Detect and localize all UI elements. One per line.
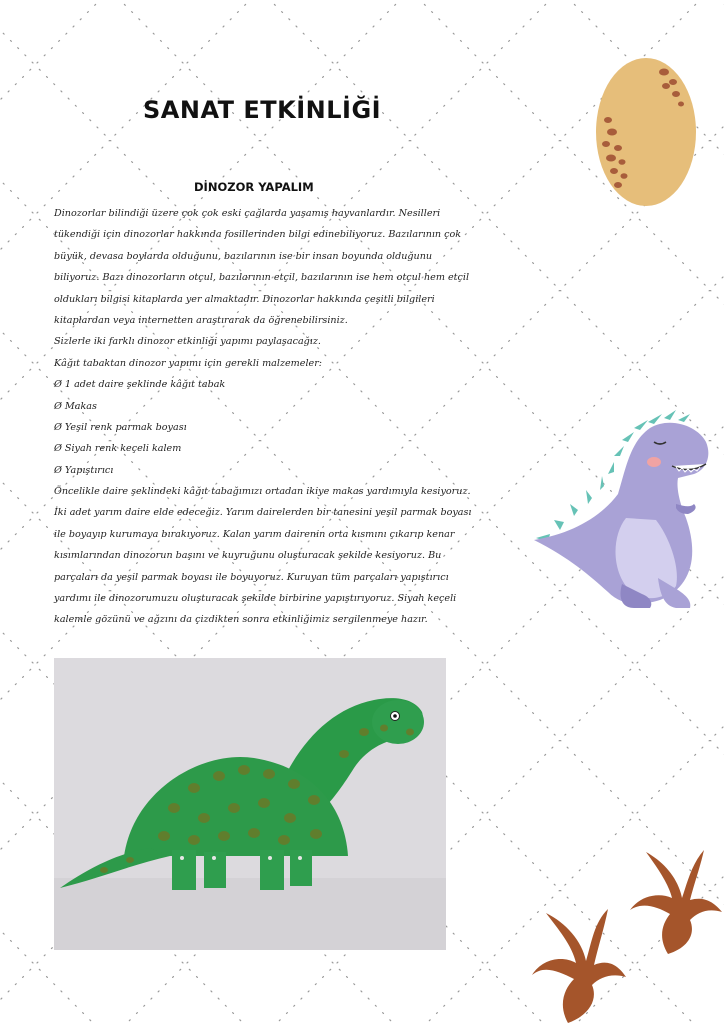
purple-dinosaur-icon (530, 408, 715, 613)
text-line: Kâğıt tabaktan dinozor yapımı için gerekli malzemeler: (54, 357, 323, 369)
text-line: ile boyayıp kurumaya bırakıyoruz. Kalan yarım dairenin orta kısmını çıkarıp kenar (54, 528, 455, 540)
article-body (54, 203, 484, 631)
material-item: Ø Yeşil renk parmak boyası (54, 421, 187, 433)
dinosaur-footprint-icon (628, 848, 724, 954)
material-item: Ø Siyah renk keçeli kalem (54, 443, 182, 455)
text-line: tükendiği için dinozorlar hakkında fosillerinden bilgi edinebiliyoruz. Bazılarının çok (54, 229, 462, 241)
text-line: Öncelikle daire şeklindeki kâğıt tabağımızı ortadan ikiye makas yardımıyla kesiyoruz. (54, 486, 471, 498)
text-line: Sizlerle iki farklı dinozor etkinliği yapımı paylaşacağız. (54, 336, 321, 348)
craft-photo (54, 658, 446, 950)
paper-plate-dinosaur-icon (54, 658, 446, 950)
text-line: kısımlarından dinozorun başını ve kuyruğunu oluşturacak şekilde kesiyoruz. Bu (54, 550, 442, 562)
text-line: parçaları da yeşil parmak boyası ile boyuyoruz. Kuruyan tüm parçaları yapıştırıcı (54, 571, 449, 583)
text-line: Dinozorlar bilindiği üzere çok çok eski çağlarda yaşamış hayvanlardır. Nesilleri (54, 208, 441, 219)
dinosaur-footprint-icon (528, 905, 628, 1023)
material-item: Ø 1 adet daire şeklinde kâğıt tabak (54, 379, 226, 391)
text-line: yardımı ile dinozorumuzu oluşturacak şekilde birbirine yapıştırıyoruz. Siyah keçeli (54, 593, 457, 605)
material-item: Ø Makas (54, 400, 97, 412)
text-line: biliyoruz. Bazı dinozorların otçul, bazılarının etçil, bazılarının ise hem otçul hem etçil (54, 272, 470, 284)
text-line: oldukları bilgisi kitaplarda yer almaktadır. Dinozorlar hakkında çeşitli bilgileri (54, 293, 435, 305)
section-subtitle: DİNOZOR YAPALIM (194, 180, 314, 194)
dinosaur-egg-icon (594, 52, 704, 207)
material-item: Ø Yapıştırıcı (54, 464, 114, 476)
text-line: büyük, devasa boylarda olduğunu, bazılarının ise bir insan boyunda olduğunu (54, 250, 433, 262)
text-line: kitaplardan veya internetten araştırarak da öğrenebilirsiniz. (54, 314, 348, 326)
text-line: kalemle gözünü ve ağzını da çizdikten sonra etkinliğimiz sergilenmeye hazır. (54, 614, 428, 626)
text-line: İki adet yarım daire elde edeceğiz. Yarım dairelerden bir tanesini yeşil parmak boyası (54, 507, 472, 519)
page-title: SANAT ETKİNLİĞİ (143, 96, 382, 124)
